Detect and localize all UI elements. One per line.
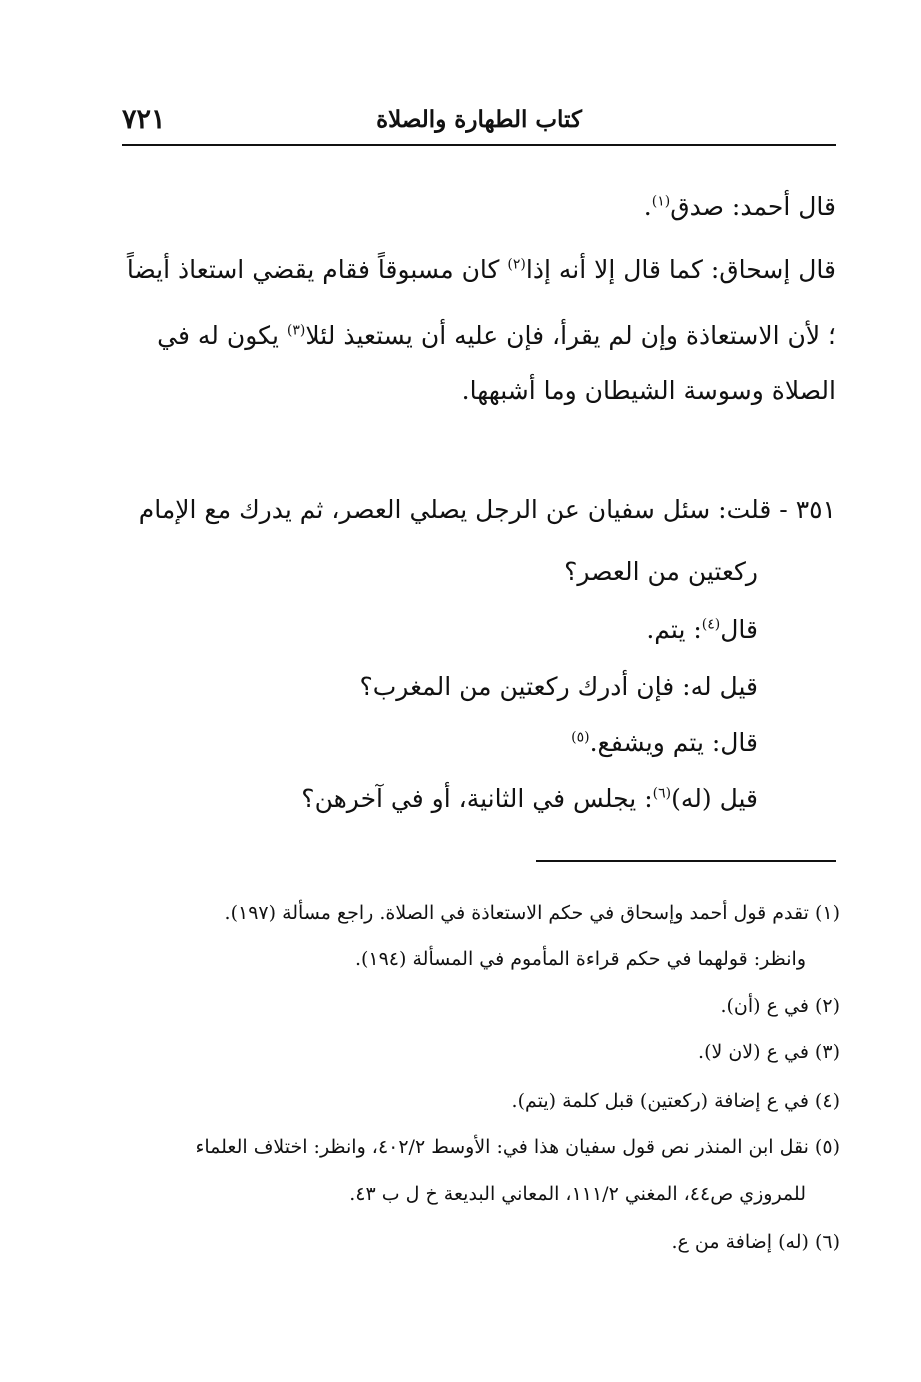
para2-line2-a: ؛ لأن الاستعاذة وإن لم يقرأ، فإن عليه أن يستعيذ لئلا	[305, 321, 836, 350]
ask3-a: قيل (له)	[671, 784, 758, 813]
footnote-2: (٢) في ع (أن).	[720, 995, 840, 1017]
footnote-5-line2: للمروزي ص٤٤، المغني ١١١/٢، المعاني البديعة خ ل ب ٤٣.	[349, 1183, 806, 1205]
footnote-separator	[536, 860, 836, 862]
para2-line2	[157, 321, 836, 350]
footnote-ref-4: (٤)	[701, 616, 721, 633]
ask-3	[301, 784, 758, 813]
page-header	[122, 104, 836, 144]
question-number: ٣٥١	[795, 495, 836, 524]
footnote-ref-3: (٣)	[286, 322, 306, 339]
footnote-6: (٦) (له) إضافة من ع.	[671, 1231, 840, 1253]
question-351-line1	[139, 495, 836, 524]
footnote-3: (٣) في ع (لان لا).	[698, 1041, 840, 1063]
footnote-4: (٤) في ع إضافة (ركعتين) قبل كلمة (يتم).	[511, 1090, 840, 1112]
ask-2: قيل له: فإن أدرك ركعتين من المغرب؟	[359, 672, 758, 701]
footnote-ref-1: (١)	[651, 193, 671, 210]
para2-line1-a: قال إسحاق: كما قال إلا أنه إذا	[525, 255, 836, 284]
para1-text: قال أحمد: صدق	[670, 192, 836, 221]
para2-line1-b: كان مسبوقاً فقام يقضي استعاذ أيضاً	[126, 255, 508, 284]
question-dash: -	[771, 495, 796, 524]
footnote-1-line1: (١) تقدم قول أحمد وإسحاق في حكم الاستعاذة في الصلاة. راجع مسألة (١٩٧).	[224, 902, 840, 924]
para2-line2-b: يكون له في	[157, 321, 287, 350]
question-line1-text: قلت: سئل سفيان عن الرجل يصلي العصر، ثم يدرك مع الإمام	[138, 495, 772, 524]
running-title: كتاب الطهارة والصلاة	[376, 106, 582, 133]
footnote-1-line2: وانظر: قولهما في حكم قراءة المأموم في المسألة (١٩٤).	[354, 948, 806, 970]
para1-line	[644, 192, 836, 221]
header-rule	[122, 144, 836, 146]
answer-2	[571, 728, 758, 757]
answer1-b: : يتم.	[646, 615, 702, 644]
ask3-b: : يجلس في الثانية، أو في آخرهن؟	[301, 784, 653, 813]
footnote-ref-6: (٦)	[652, 785, 672, 802]
page-number: ٧٢١	[122, 104, 166, 135]
answer1-a: قال	[720, 615, 758, 644]
question-351-line2: ركعتين من العصر؟	[564, 557, 758, 586]
answer2-a: قال: يتم ويشفع.	[589, 728, 758, 757]
para2-line1	[127, 255, 836, 284]
answer-1	[646, 615, 758, 644]
para1-end: .	[643, 192, 652, 221]
para2-line3: الصلاة وسوسة الشيطان وما أشبهها.	[461, 376, 836, 405]
footnote-ref-5: (٥)	[571, 729, 590, 746]
footnote-ref-2: (٢)	[507, 256, 526, 273]
footnote-5-line1: (٥) نقل ابن المنذر نص قول سفيان هذا في: الأوسط ٤٠٢/٢، وانظر: اختلاف العلماء	[195, 1136, 840, 1158]
